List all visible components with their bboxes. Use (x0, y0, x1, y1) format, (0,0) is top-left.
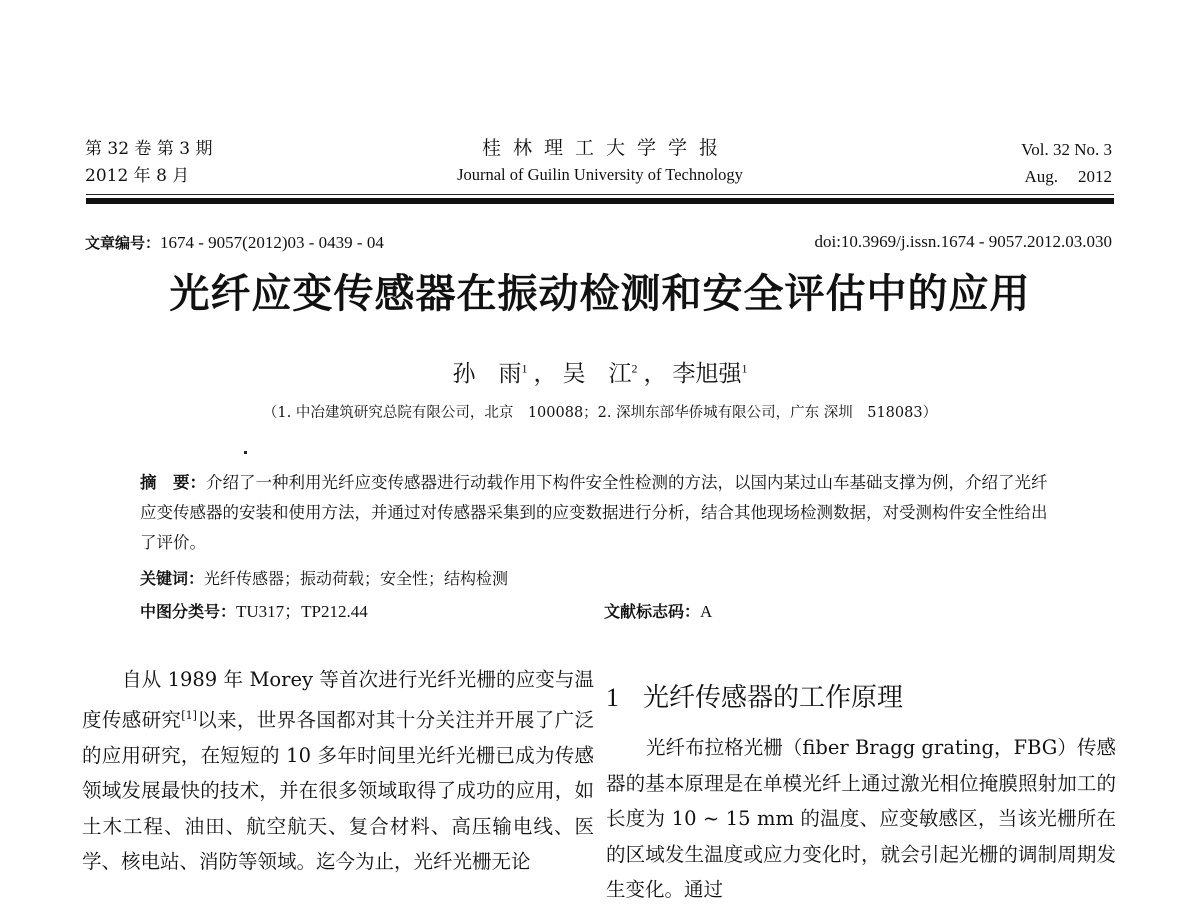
clc-number (140, 599, 368, 625)
keywords-text: 光纤传感器；振动荷载；安全性；结构检测 (204, 569, 509, 588)
affiliation-marker: 1 (521, 361, 528, 375)
keywords (140, 566, 508, 592)
date-en (1021, 163, 1112, 190)
clc-label: 中图分类号： (140, 602, 237, 621)
journal-name-cn: 桂林理工大学学报 (481, 137, 730, 159)
affiliation-marker: 1 (741, 361, 748, 375)
document-code (604, 599, 712, 625)
author: 吴 江$^2$ (562, 360, 638, 387)
journal-name (0, 136, 1200, 190)
publication-date: 2012 年 8 月 (85, 166, 190, 186)
document-code-value: A (700, 602, 713, 621)
body-paragraph: 自从 1989 年 Morey 等首次进行光纤光栅的应变与温度传感研究[1]以来，世界各国都对其十分关注并开展了广泛的应用研究，在短短的 10 多年时间里光纤光栅已成为传感领域发展最快的技术，并在很多领域取得了成功的应用，如土木工程、油田、航空航天、复合材料、高压输电线、医学、核电站、消防等领域。迄今为止，光纤光栅无论 (82, 668, 594, 873)
abstract-text: 介绍了一种利用光纤应变传感器进行动载作用下构件安全性检测的方法，以国内某过山车基础支撑为例，介绍了光纤应变传感器的安装和使用方法，并通过对传感器采集到的应变数据进行分析，结合其他现场检测数据，对受测构件安全性给出了评价。 (140, 473, 1048, 552)
abstract-label: 摘 要： (140, 473, 206, 492)
section-title: 光纤传感器的工作原理 (643, 683, 904, 713)
volume-no-en: Vol. 32 No. 3 (1021, 140, 1112, 159)
scan-speck (244, 451, 247, 454)
section-heading (606, 680, 1116, 716)
author-separator: ， (533, 360, 557, 387)
month-en: Aug. (1024, 167, 1058, 186)
affiliation-marker: 2 (631, 361, 638, 375)
abstract (140, 468, 1060, 558)
article-number (85, 232, 384, 253)
header-volume-en (1021, 136, 1112, 190)
citation-ref[interactable]: [1] (181, 708, 197, 722)
doi[interactable]: doi:10.3969/j.issn.1674 - 9057.2012.03.030 (814, 232, 1112, 251)
body-left-column (82, 662, 594, 880)
article-number-label: 文章编号： (85, 234, 161, 252)
section-number: 1 (606, 683, 619, 712)
header-rule-thin (86, 194, 1114, 195)
author-list (0, 350, 1200, 392)
body-right-column (606, 662, 1116, 908)
keywords-label: 关键词： (140, 569, 205, 588)
author-separator: ， (643, 360, 667, 387)
affiliations: （1. 中冶建筑研究总院有限公司，北京 100088；2. 深圳东部华侨城有限公司，广东 深圳 518083） (262, 405, 938, 421)
author: 李旭强$^1$ (672, 360, 748, 387)
volume-issue: 第 32 卷 第 3 期 (85, 139, 213, 159)
article-number-value: 1674 - 9057(2012)03 - 0439 - 04 (160, 233, 384, 252)
year-en: 2012 (1078, 167, 1112, 186)
journal-name-en: Journal of Guilin University of Technology (457, 165, 743, 184)
author: 孙 雨$^1$ (452, 360, 528, 387)
header-rule-thick (86, 198, 1114, 204)
body-paragraph: 光纤布拉格光栅（fiber Bragg grating，FBG）传感器的基本原理是在单模光纤上通过激光相位掩膜照射加工的长度为 10 ~ 15 mm 的温度、应变敏感区，当该光栅所在的区域发生温度或应力变化时，就会引起光栅的调制周期发生变化。通过 (606, 736, 1116, 901)
clc-value: TU317；TP212.44 (236, 602, 368, 621)
paper-title: 光纤应变传感器在振动检测和安全评估中的应用 (169, 271, 1031, 317)
document-code-label: 文献标志码： (604, 602, 701, 621)
